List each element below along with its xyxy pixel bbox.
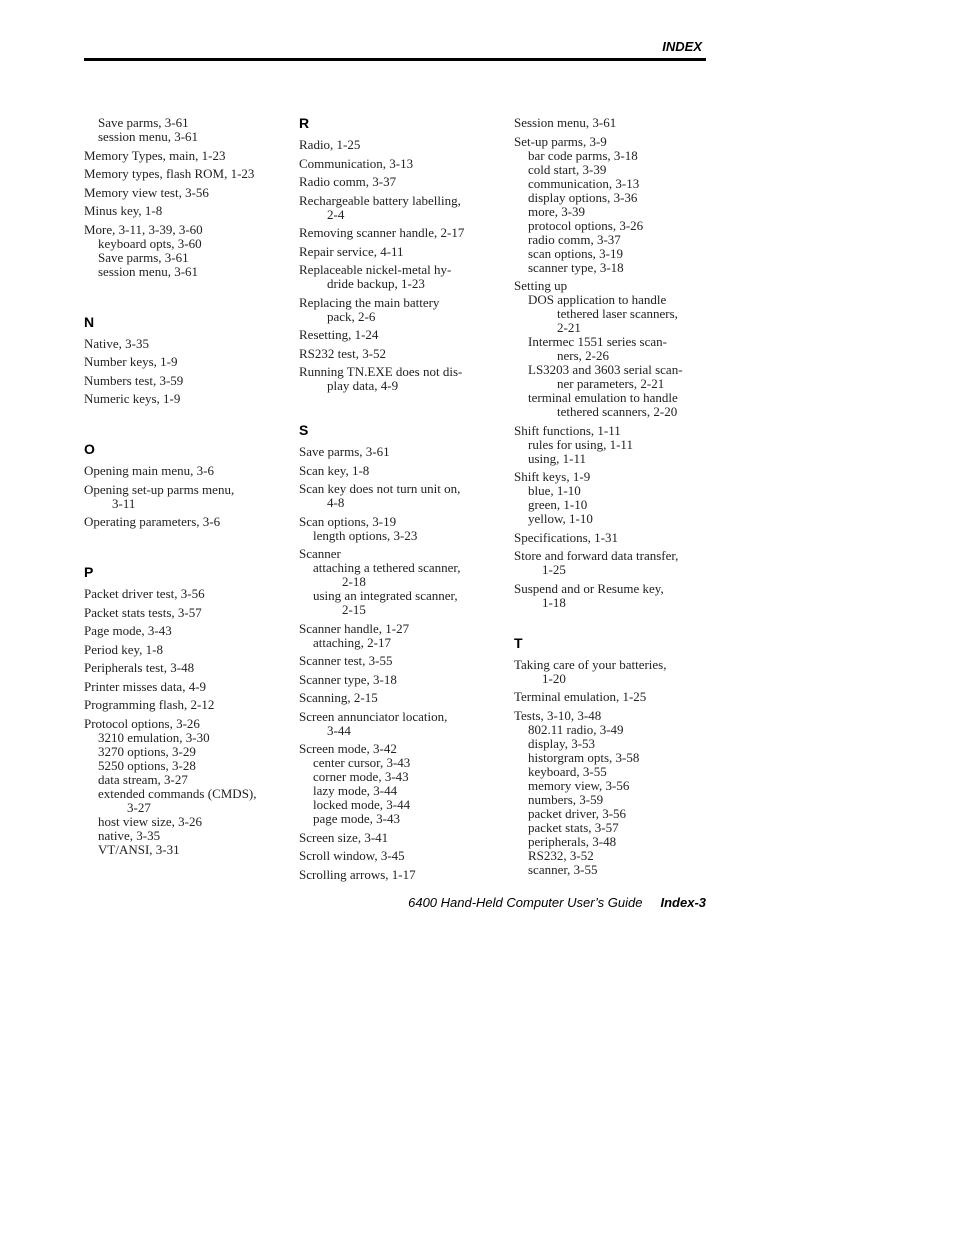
page-header xyxy=(84,38,706,61)
index-entry: Scroll window, 3-45 xyxy=(299,848,405,863)
index-entry: Numbers test, 3-59 xyxy=(84,372,184,388)
footer-page-number: Index-3 xyxy=(660,895,706,910)
index-entry: Terminal emulation, 1-25 xyxy=(514,689,647,704)
index-entry: Shift functions, 1-11 rules for using, 1-11 using, 1-11 xyxy=(514,422,633,466)
index-entry: Suspend and or Resume key, 1-18 xyxy=(514,580,664,610)
index-entry: Screen annunciator location, 3-44 xyxy=(299,708,448,738)
index-entry: Scanner test, 3-55 xyxy=(299,653,393,668)
section-heading-p: P xyxy=(84,564,94,580)
index-entry: Shift keys, 1-9 blue, 1-10 green, 1-10 yellow, 1-10 xyxy=(514,469,593,526)
page-footer xyxy=(408,895,706,910)
index-entry: Numeric keys, 1-9 xyxy=(84,391,181,406)
index-entry: Repair service, 4-11 xyxy=(299,243,404,259)
index-entry: Replacing the main battery pack, 2-6 xyxy=(299,294,440,324)
index-entry: Rechargeable battery labelling, 2-4 xyxy=(299,192,461,222)
header-title: INDEX xyxy=(662,39,702,54)
section-heading-r: R xyxy=(299,115,310,131)
index-entry: Memory types, flash ROM, 1-23 xyxy=(84,166,255,181)
section-heading-n: N xyxy=(84,313,95,330)
index-entry: Peripherals test, 3-48 xyxy=(84,660,195,675)
index-entry: Running TN.EXE does not dis- play data, 4-9 xyxy=(299,364,463,393)
index-entry: Setting up DOS application to handle tethered laser scanners, 2-21 Intermec 1551 series scan- ners, 2-26 LS3203 and 3603 serial scan- ner parameters, 2-21 terminal emulation to handle tethered scanners, 2-20 xyxy=(514,278,683,419)
index-column-1 xyxy=(84,116,280,861)
index-entry: Scan options, 3-19 length options, 3-23 xyxy=(299,513,418,543)
index-entry: Communication, 3-13 xyxy=(299,155,414,171)
index-entry: Operating parameters, 3-6 xyxy=(84,514,221,529)
index-entry: Opening set-up parms menu, 3-11 xyxy=(84,481,235,511)
index-entry: Packet driver test, 3-56 xyxy=(84,586,205,601)
section-heading-s: S xyxy=(299,422,309,438)
index-entry: More, 3-11, 3-39, 3-60 keyboard opts, 3-60 Save parms, 3-61 session menu, 3-61 xyxy=(84,221,203,279)
index-entry: Page mode, 3-43 xyxy=(84,623,172,638)
index-entry: Scrolling arrows, 1-17 xyxy=(299,866,416,882)
index-entry: Replaceable nickel-metal hy- dride backup, 1-23 xyxy=(299,262,452,291)
index-entry: Save parms, 3-61 session menu, 3-61 xyxy=(98,115,199,144)
index-entry: Scan key, 1-8 xyxy=(299,462,370,478)
index-entry: Scanner handle, 1-27 attaching, 2-17 xyxy=(299,620,410,650)
index-entry: Screen size, 3-41 xyxy=(299,829,389,845)
index-entry: Scanner attaching a tethered scanner, 2-18 using an integrated scanner, 2-15 xyxy=(299,546,461,617)
index-entry: Set-up parms, 3-9 bar code parms, 3-18 cold start, 3-39 communication, 3-13 display options, 3-36 more, 3-39 protocol options, 3-26 radio comm, 3-37 scan options, 3-19 scanner type, 3-18 xyxy=(514,133,644,275)
footer-guide-title: 6400 Hand-Held Computer User’s Guide xyxy=(408,895,643,910)
index-entry: Taking care of your batteries, 1-20 xyxy=(514,656,667,686)
index-entry: Scan key does not turn unit on, 4-8 xyxy=(299,481,461,510)
index-entry: Session menu, 3-61 xyxy=(514,115,617,130)
index-column-3 xyxy=(514,116,710,881)
index-entry: Number keys, 1-9 xyxy=(84,354,178,369)
index-entry: Memory Types, main, 1-23 xyxy=(84,147,226,163)
section-heading-o: O xyxy=(84,441,95,457)
index-entry: RS232 test, 3-52 xyxy=(299,345,387,361)
index-entry: Minus key, 1-8 xyxy=(84,203,163,218)
index-entry: Scanner type, 3-18 xyxy=(299,671,397,687)
index-entry: Resetting, 1-24 xyxy=(299,327,379,342)
index-entry: Period key, 1-8 xyxy=(84,641,163,657)
index-entry: Screen mode, 3-42 center cursor, 3-43 corner mode, 3-43 lazy mode, 3-44 locked mode, 3-44 page mode, 3-43 xyxy=(299,741,411,826)
index-entry: Protocol options, 3-26 3210 emulation, 3-30 3270 options, 3-29 5250 options, 3-28 data stream, 3-27 extended commands (CMDS), 3-27 host view size, 3-26 native, 3-35 VT/ANSI, 3-31 xyxy=(84,715,257,857)
index-entry: Radio comm, 3-37 xyxy=(299,174,397,189)
index-entry: Printer misses data, 4-9 xyxy=(84,678,207,694)
index-entry: Tests, 3-10, 3-48 802.11 radio, 3-49 display, 3-53 historgram opts, 3-58 keyboard, 3-55 memory view, 3-56 numbers, 3-59 packet driver, 3-56 packet stats, 3-57 peripherals, 3-48 RS232, 3-52 scanner, 3-55 xyxy=(514,707,640,877)
index-entry: Native, 3-35 xyxy=(84,335,149,351)
index-entry: Radio, 1-25 xyxy=(299,137,361,152)
index-entry: Packet stats tests, 3-57 xyxy=(84,604,202,620)
index-entry: Memory view test, 3-56 xyxy=(84,184,209,200)
index-entry: Specifications, 1-31 xyxy=(514,529,618,545)
index-entry: Save parms, 3-61 xyxy=(299,444,390,459)
index-entry: Opening main menu, 3-6 xyxy=(84,463,214,478)
index-entry: Store and forward data transfer, 1-25 xyxy=(514,548,679,577)
section-heading-t: T xyxy=(514,634,523,651)
index-entry: Programming flash, 2-12 xyxy=(84,697,215,712)
index-entry: Removing scanner handle, 2-17 xyxy=(299,225,465,240)
index-column-2 xyxy=(299,116,495,886)
index-entry: Scanning, 2-15 xyxy=(299,690,378,705)
